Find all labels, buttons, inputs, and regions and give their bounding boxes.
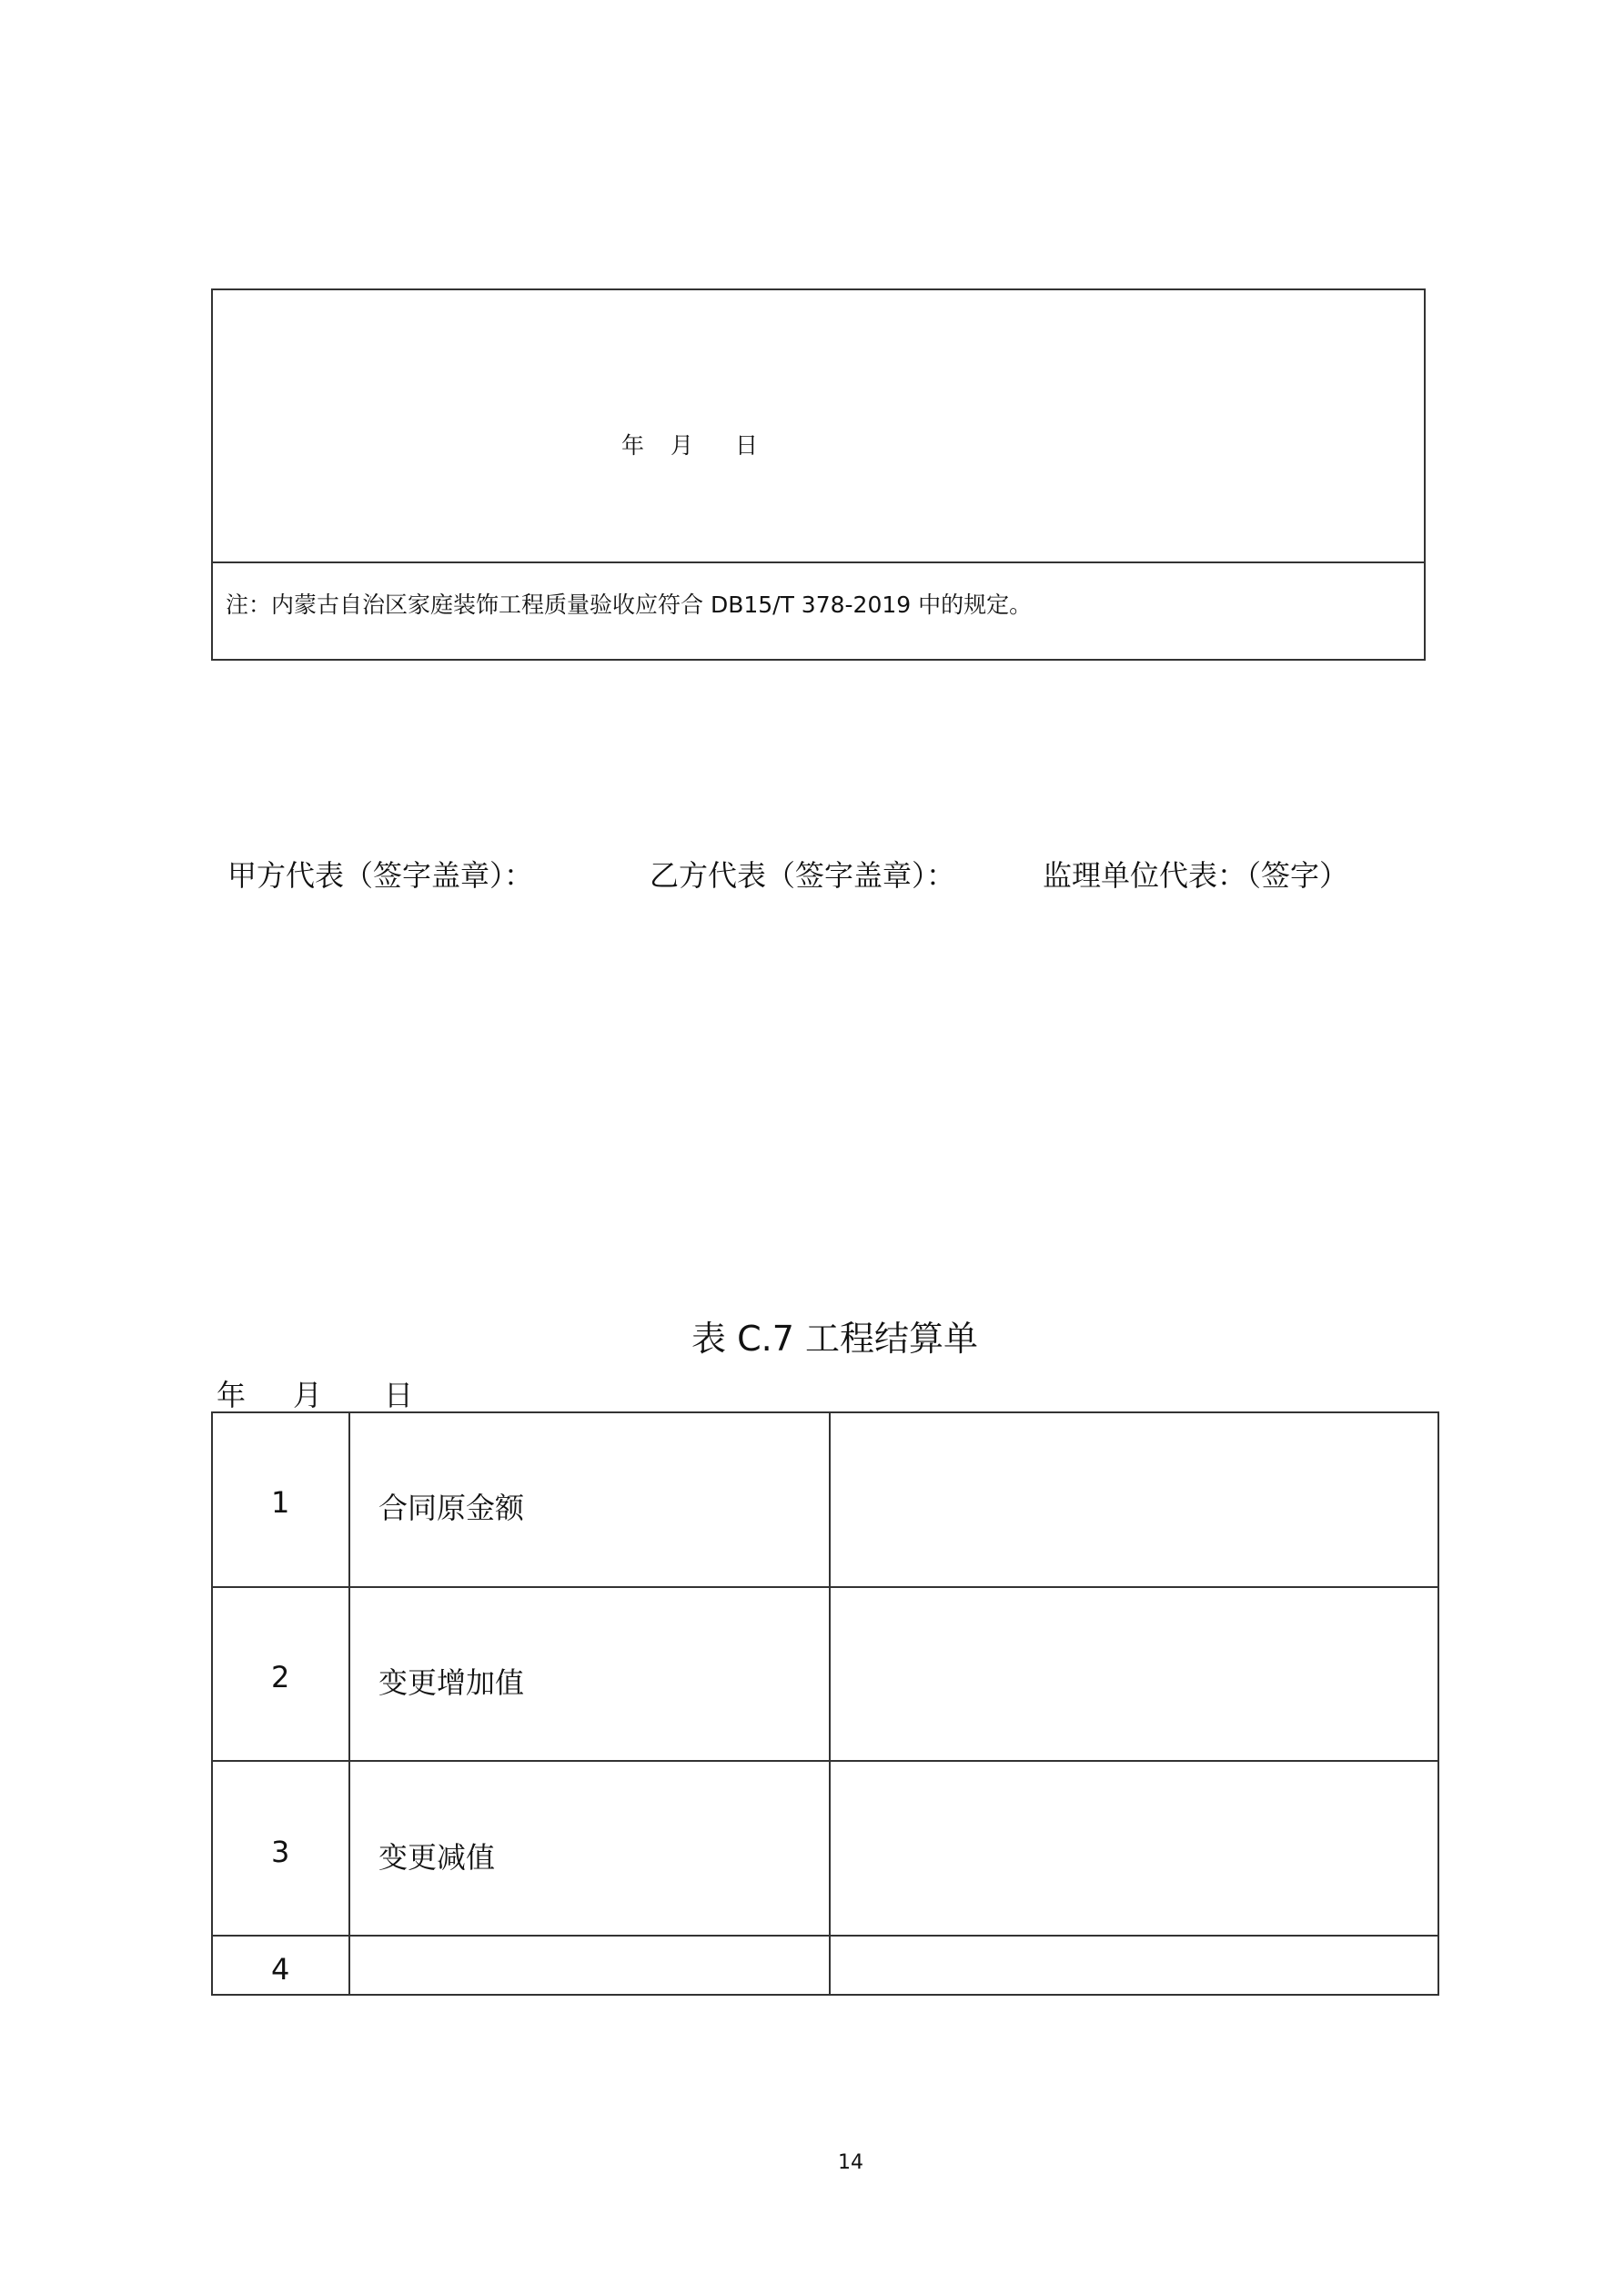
table-date-year: 年 [217,1378,247,1412]
row-no: 1 [271,1485,290,1520]
row-item: 变更减值 [378,1840,496,1875]
table-date-month: 月 [293,1378,323,1412]
row-divider [211,1586,1439,1588]
date-year: 年 [621,432,645,459]
row-no: 2 [271,1660,290,1694]
row-no: 4 [271,1952,290,1987]
row-item: 变更增加值 [378,1665,525,1700]
table-date-day: 日 [384,1378,414,1412]
row-no: 3 [271,1835,290,1869]
signature-supervisor: 监理单位代表：（签字） [1043,858,1349,893]
table-title: 表 C.7 工程结算单 [691,1319,978,1359]
divider [211,561,1426,563]
col-divider [829,1411,831,1996]
row-divider [211,1935,1439,1937]
signature-party-a: 甲方代表（签字盖章）： [227,858,534,893]
col-divider [348,1411,350,1996]
date-day: 日 [735,432,759,459]
signature-party-b: 乙方代表（签字盖章）： [650,858,956,893]
row-divider [211,1760,1439,1762]
note-text: 注：内蒙古自治区家庭装饰工程质量验收应符合 DB15/T 378-2019 中的规定。 [226,592,1033,618]
date-month: 月 [671,432,694,459]
row-item: 合同原金额 [378,1491,525,1525]
page-number: 14 [838,2151,863,2174]
